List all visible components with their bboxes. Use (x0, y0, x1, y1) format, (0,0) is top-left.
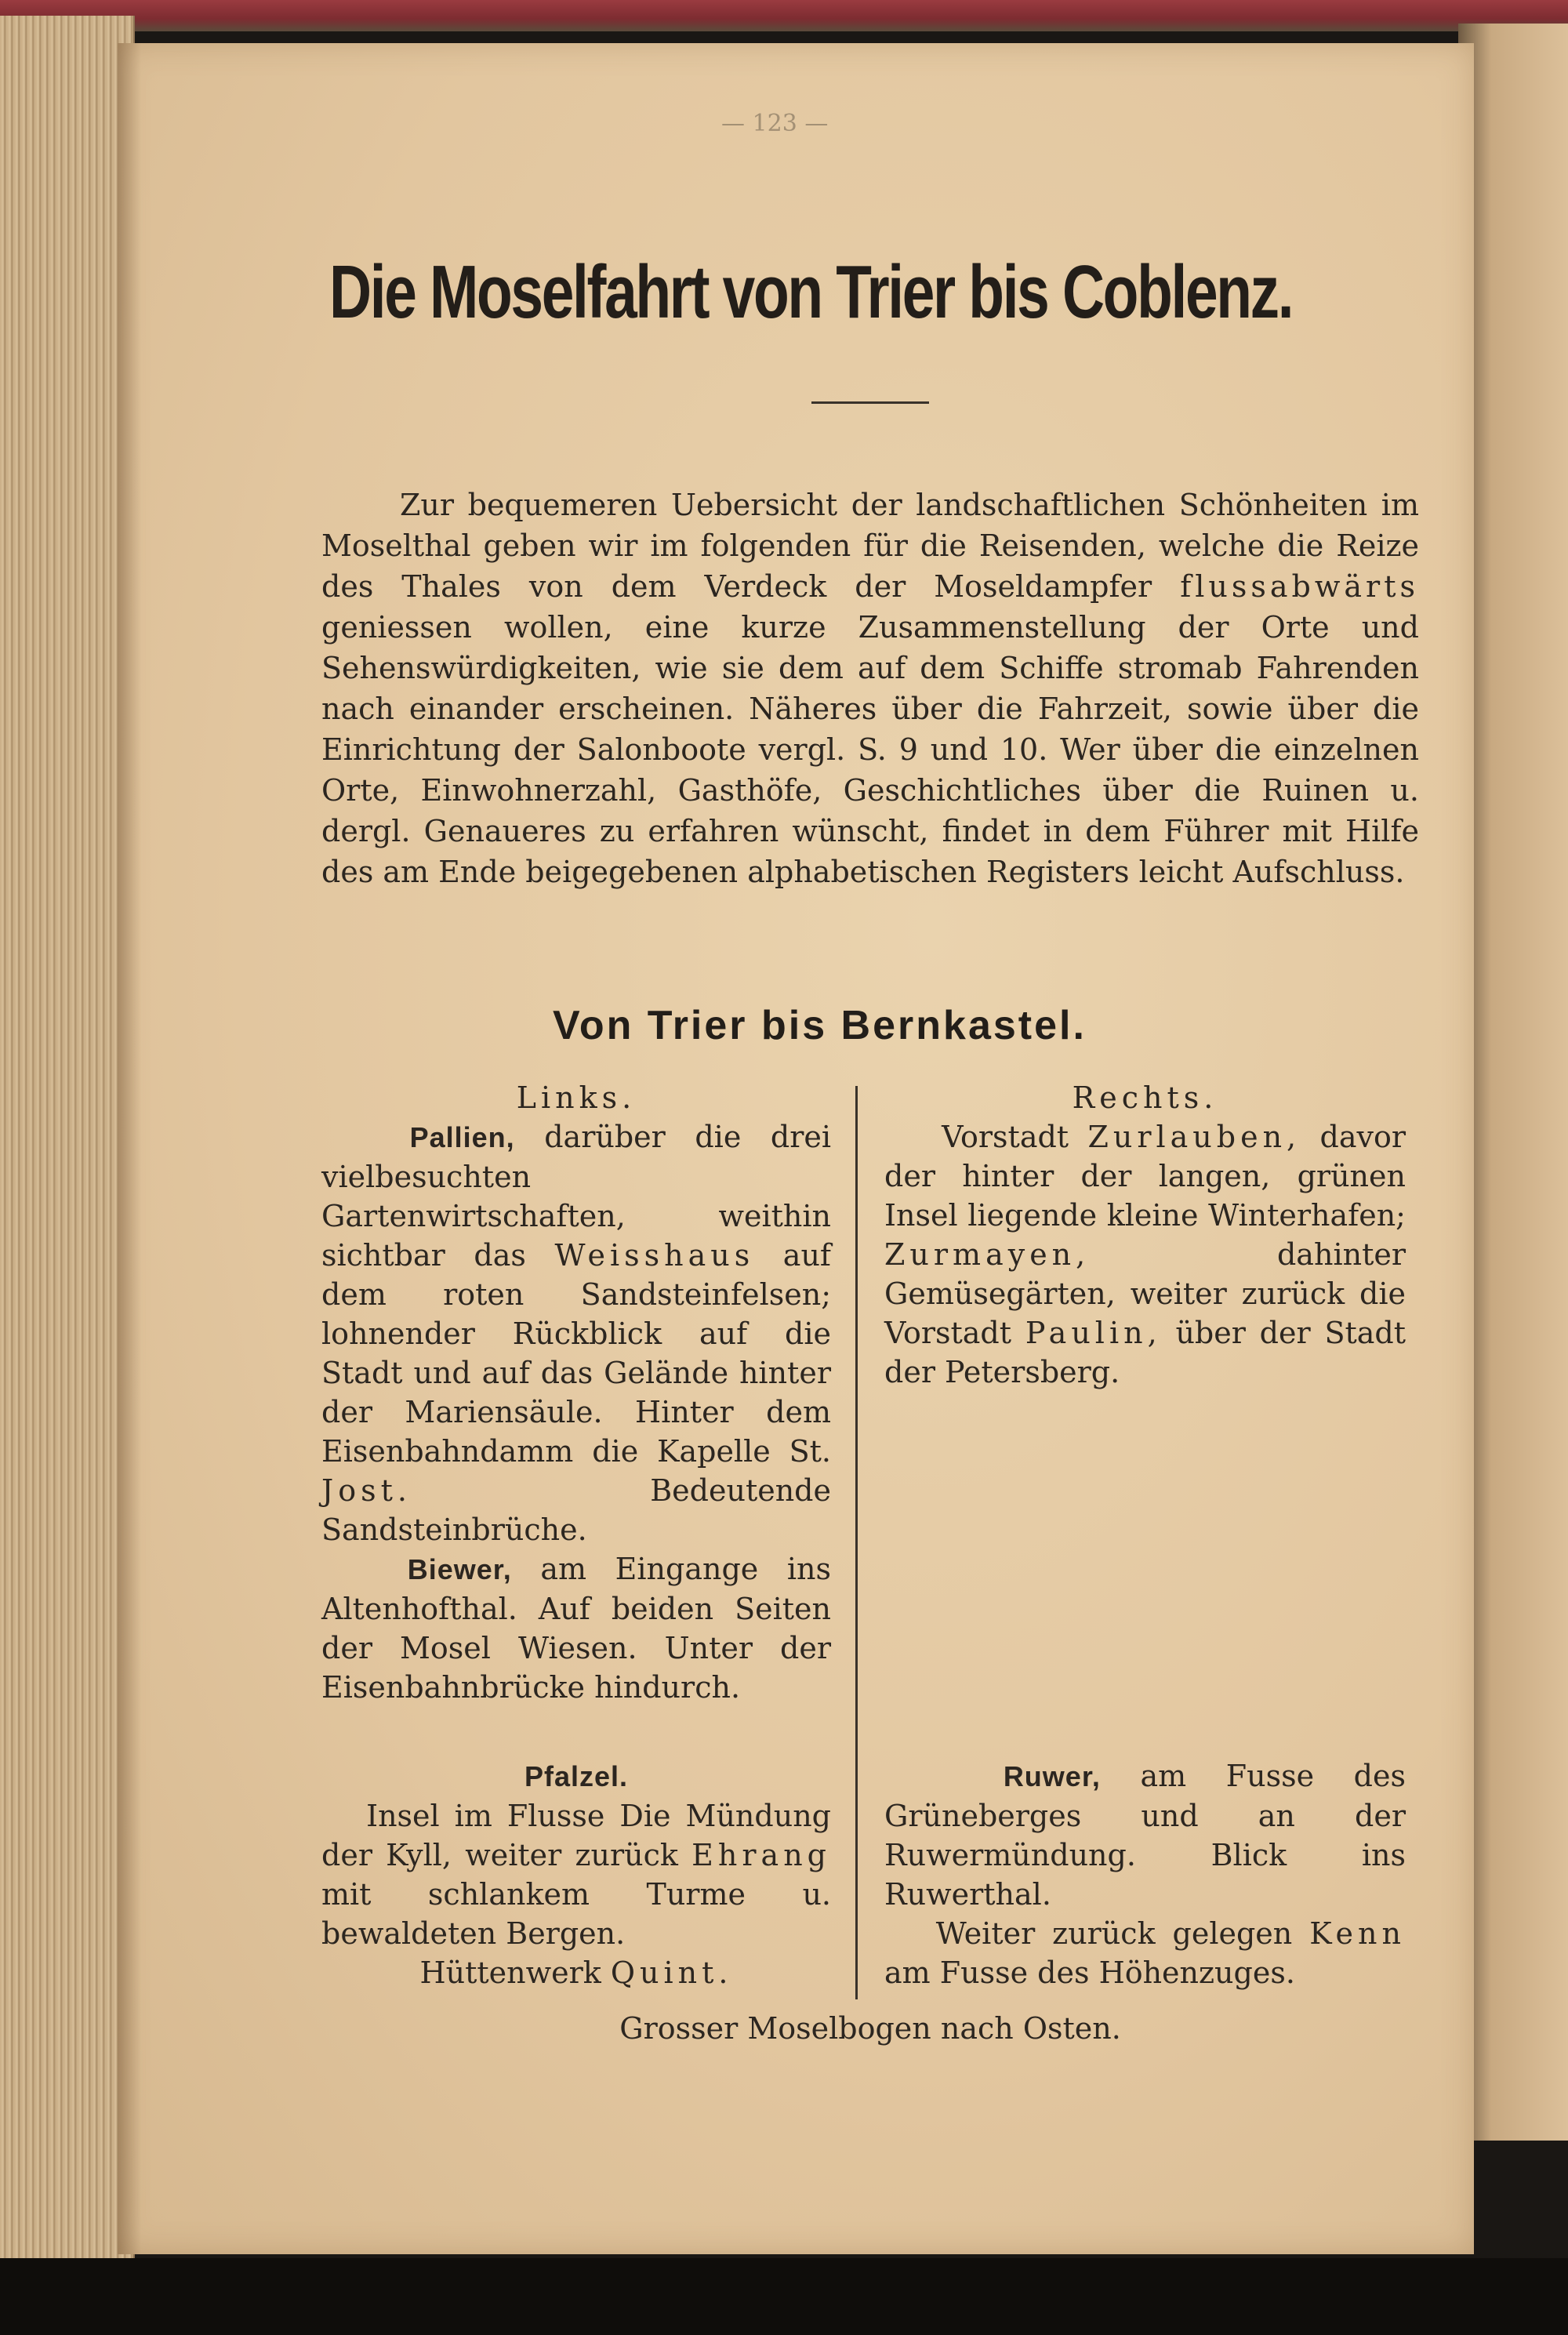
entry-biewer (321, 1549, 831, 1707)
page-title: Die Moselfahrt von Trier bis Coblenz. (329, 250, 1293, 334)
entry-text: mit schlankem Turme u. bewaldeten Bergen. (321, 1877, 831, 1951)
entry-name: Ruwer, (1003, 1760, 1101, 1792)
intro-paragraph (321, 485, 1419, 892)
right-column (884, 1078, 1406, 1392)
entry-text: davor der hinter der langen, grünen Insel liegende kleine Winterhafen; (884, 1120, 1406, 1233)
entry-spaced: Kenn (1309, 1916, 1406, 1951)
entry-text: Bedeutende Sandsteinbrüche. (321, 1473, 831, 1547)
book-cover-edge (0, 0, 1568, 31)
left-column (321, 1078, 831, 1707)
entry-text: dahinter Gemüsegärten, weiter zurück die Vorstadt (884, 1237, 1406, 1350)
entry-spaced: Zurmayen, (884, 1237, 1091, 1272)
page-gutter-shadow (118, 43, 141, 2254)
entry-spaced: Zurlauben, (1087, 1120, 1301, 1154)
entry-spaced: Ehrang (691, 1838, 831, 1872)
entry-text: Weiter zurück gelegen (935, 1916, 1310, 1951)
entry-text: am Fusse des Höhenzuges. (884, 1956, 1295, 1990)
section-heading: Von Trier bis Bernkastel. (553, 1003, 1087, 1048)
left-column-heading: Links. (516, 1080, 637, 1115)
column-divider (855, 1086, 858, 1999)
page-number: — 123 — (721, 110, 829, 137)
entry-text: Insel im Flusse Die Mündung der Kyll, weiter zurück (321, 1799, 831, 1872)
entry-name: Pfalzel. (524, 1760, 629, 1792)
entry-name: Biewer, (407, 1553, 512, 1585)
right-column-heading: Rechts. (1072, 1080, 1218, 1115)
footer-line: Grosser Moselbogen nach Osten. (619, 2011, 1121, 2046)
adjacent-page-edge (1458, 24, 1568, 2141)
background-bottom (0, 2258, 1568, 2335)
entry-kenn (884, 1914, 1406, 1992)
entry-text: Hüttenwerk (419, 1956, 611, 1990)
intro-spaced-word: flussabwärts (1180, 569, 1419, 604)
entry-pfalzel-heading (321, 1756, 831, 1796)
title-rule (811, 401, 929, 404)
entry-spaced: Paulin, (1025, 1316, 1162, 1350)
entry-name: Pallien, (409, 1121, 515, 1153)
entry-spaced: Quint. (610, 1956, 733, 1990)
entry-spaced: Weisshaus (554, 1238, 755, 1273)
entry-quint (321, 1953, 831, 1992)
entry-text: darüber die drei vielbesuchten Gartenwirtschaften, weithin sichtbar das (321, 1120, 831, 1273)
entry-pfalzel (321, 1796, 831, 1953)
left-column-lower (321, 1756, 831, 1992)
intro-text-1: Zur bequemeren Uebersicht der landschaftlichen Schönheiten im Moselthal geben wir im folgenden für die Reisenden, welche die Reize des Thales von dem Verdeck der Moseldampfer (321, 488, 1419, 604)
entry-text: am Fusse des Grüneberges und an der Ruwermündung. Blick ins Ruwerthal. (884, 1759, 1406, 1912)
entry-text: am Eingange ins Altenhofthal. Auf beiden Seiten der Mosel Wiesen. Unter der Eisenbahnbrücke hindurch. (321, 1552, 831, 1705)
entry-ruwer (884, 1756, 1406, 1914)
entry-spaced: Jost. (321, 1473, 412, 1508)
entry-vorstadt (884, 1117, 1406, 1392)
entry-text: Vorstadt (942, 1120, 1088, 1154)
entry-text: auf dem roten Sandsteinfelsen; lohnender Rückblick auf die Stadt und auf das Gelände hinter der Mariensäule. Hinter dem Eisenbahndamm die Kapelle St. (321, 1238, 832, 1469)
intro-text-2: geniessen wollen, eine kurze Zusammenstellung der Orte und Sehenswürdigkeiten, wie sie dem auf dem Schiffe stromab Fahrenden nach einander erscheinen. Näheres über die Fahrzeit, sowie über die Einrichtung der Salonboote vergl. S. 9 und 10. Wer über die einzelnen Orte, Einwohnerzahl, Gasthöfe, Geschichtliches über die Ruinen u. dergl. Genaueres zu erfahren wünscht, findet in dem Führer mit Hilfe des am Ende beigegebenen alphabetischen Registers leicht Aufschluss. (321, 610, 1419, 889)
entry-text: über der Stadt der Petersberg. (884, 1316, 1406, 1389)
entry-pallien (321, 1117, 831, 1549)
right-column-lower (884, 1756, 1406, 1992)
page-stack-edge (0, 16, 135, 2258)
